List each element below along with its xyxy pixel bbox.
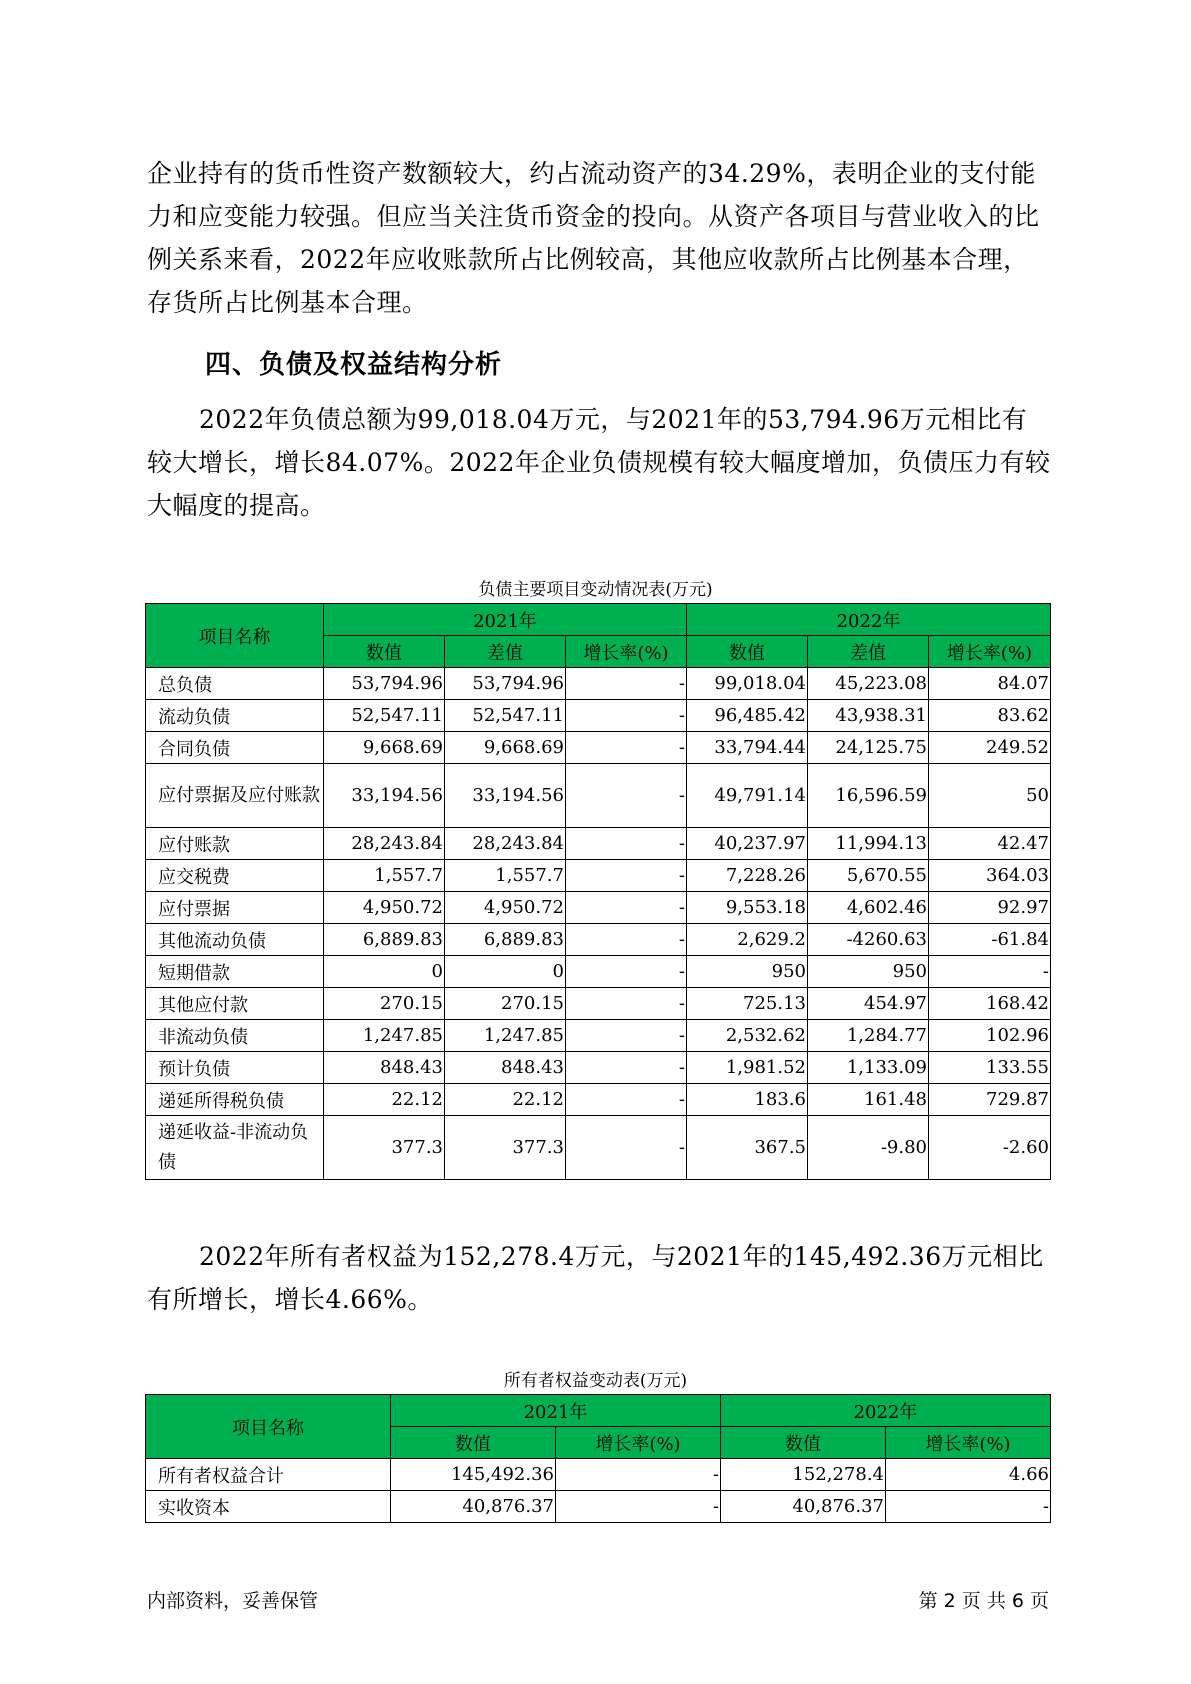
table-row xyxy=(146,700,1051,732)
row-label: 递延所得税负债 xyxy=(146,1084,324,1116)
table-cell: 50 xyxy=(929,764,1051,828)
subheader: 增长率(%) xyxy=(929,636,1051,668)
table-cell: -61.84 xyxy=(929,924,1051,956)
table-row xyxy=(146,1020,1051,1052)
table-cell: - xyxy=(556,1491,721,1523)
table-cell: 161.48 xyxy=(808,1084,929,1116)
header-year-2022: 2022年 xyxy=(721,1395,1051,1427)
header-item-name: 项目名称 xyxy=(146,1395,391,1459)
table-cell: 4,950.72 xyxy=(445,892,566,924)
row-label: 实收资本 xyxy=(146,1491,391,1523)
row-label: 总负债 xyxy=(146,668,324,700)
table-row xyxy=(146,1084,1051,1116)
row-label: 合同负债 xyxy=(146,732,324,764)
header-year-2022: 2022年 xyxy=(687,604,1051,636)
table-cell: 1,557.7 xyxy=(445,860,566,892)
table-row xyxy=(146,1116,1051,1180)
table-row xyxy=(146,1491,1051,1523)
table-cell: 168.42 xyxy=(929,988,1051,1020)
row-label: 流动负债 xyxy=(146,700,324,732)
table-cell: 22.12 xyxy=(445,1084,566,1116)
table-cell: - xyxy=(566,1052,687,1084)
table-row xyxy=(146,956,1051,988)
table-cell: 83.62 xyxy=(929,700,1051,732)
table-cell: 102.96 xyxy=(929,1020,1051,1052)
table-cell: 40,237.97 xyxy=(687,828,808,860)
subheader: 数值 xyxy=(687,636,808,668)
table-cell: 725.13 xyxy=(687,988,808,1020)
subheader: 增长率(%) xyxy=(886,1427,1051,1459)
table-cell: 6,889.83 xyxy=(445,924,566,956)
table-cell: 28,243.84 xyxy=(324,828,445,860)
table-cell: - xyxy=(566,892,687,924)
table-cell: 40,876.37 xyxy=(391,1491,556,1523)
table-row xyxy=(146,828,1051,860)
table-cell: 9,668.69 xyxy=(445,732,566,764)
table-cell: 0 xyxy=(445,956,566,988)
table-cell: 4,602.46 xyxy=(808,892,929,924)
paragraph-liability-summary: 2022年负债总额为99,018.04万元，与2021年的53,794.96万元相比有较大增长，增长84.07%。2022年企业负债规模有较大幅度增加，负债压力有较大幅度的提高。 xyxy=(147,405,1051,520)
paragraph-equity-summary: 2022年所有者权益为152,278.4万元，与2021年的145,492.36万元相比有所增长，增长4.66%。 xyxy=(147,1242,1044,1314)
table-cell: - xyxy=(566,700,687,732)
table-row xyxy=(146,860,1051,892)
table-cell: 1,133.09 xyxy=(808,1052,929,1084)
row-label: 其他应付款 xyxy=(146,988,324,1020)
table-cell: 6,889.83 xyxy=(324,924,445,956)
table-cell: - xyxy=(566,828,687,860)
table-cell: 9,668.69 xyxy=(324,732,445,764)
row-label: 非流动负债 xyxy=(146,1020,324,1052)
table-cell: 11,994.13 xyxy=(808,828,929,860)
table-row xyxy=(146,668,1051,700)
row-label: 递延收益-非流动负债 xyxy=(146,1116,324,1180)
table-row xyxy=(146,732,1051,764)
table-cell: 33,194.56 xyxy=(324,764,445,828)
header-item-name: 项目名称 xyxy=(146,604,324,668)
liability-table xyxy=(145,603,1051,1180)
table-cell: 377.3 xyxy=(445,1116,566,1180)
table-cell: - xyxy=(566,1020,687,1052)
table-cell: - xyxy=(929,956,1051,988)
table-cell: 1,981.52 xyxy=(687,1052,808,1084)
table-cell: 270.15 xyxy=(445,988,566,1020)
table-cell: - xyxy=(566,764,687,828)
table-cell: 42.47 xyxy=(929,828,1051,860)
subheader: 差值 xyxy=(445,636,566,668)
table-cell: 950 xyxy=(808,956,929,988)
table-cell: 848.43 xyxy=(445,1052,566,1084)
table-cell: - xyxy=(566,1084,687,1116)
table2-caption: 所有者权益变动表(万元) xyxy=(503,1371,688,1391)
table-cell: 28,243.84 xyxy=(445,828,566,860)
table-cell: 9,553.18 xyxy=(687,892,808,924)
row-label: 应付账款 xyxy=(146,828,324,860)
row-label: 短期借款 xyxy=(146,956,324,988)
table-cell: 0 xyxy=(324,956,445,988)
row-label: 应付票据及应付账款 xyxy=(146,764,324,828)
table-cell: 92.97 xyxy=(929,892,1051,924)
table-cell: 7,228.26 xyxy=(687,860,808,892)
table-cell: 53,794.96 xyxy=(445,668,566,700)
table-cell: 270.15 xyxy=(324,988,445,1020)
header-year-2021: 2021年 xyxy=(324,604,687,636)
table-cell: 249.52 xyxy=(929,732,1051,764)
table-cell: 45,223.08 xyxy=(808,668,929,700)
table-row xyxy=(146,1052,1051,1084)
table-cell: 52,547.11 xyxy=(324,700,445,732)
table-cell: 1,557.7 xyxy=(324,860,445,892)
table-cell: - xyxy=(556,1459,721,1491)
table-cell: 454.97 xyxy=(808,988,929,1020)
table-cell: -2.60 xyxy=(929,1116,1051,1180)
table-row xyxy=(146,1459,1051,1491)
table-cell: 364.03 xyxy=(929,860,1051,892)
table-cell: 5,670.55 xyxy=(808,860,929,892)
footer-page-number: 第 2 页 共 6 页 xyxy=(918,1590,1049,1612)
table-cell: 848.43 xyxy=(324,1052,445,1084)
row-label: 应交税费 xyxy=(146,860,324,892)
row-label: 其他流动负债 xyxy=(146,924,324,956)
table-cell: 33,794.44 xyxy=(687,732,808,764)
table1-caption: 负债主要项目变动情况表(万元) xyxy=(478,580,713,600)
table-cell: 4.66 xyxy=(886,1459,1051,1491)
table-cell: 950 xyxy=(687,956,808,988)
table-cell: 52,547.11 xyxy=(445,700,566,732)
table-cell: 96,485.42 xyxy=(687,700,808,732)
subheader: 差值 xyxy=(808,636,929,668)
table-cell: 1,247.85 xyxy=(324,1020,445,1052)
table-cell: - xyxy=(566,860,687,892)
table-cell: -9.80 xyxy=(808,1116,929,1180)
subheader: 数值 xyxy=(324,636,445,668)
table-row xyxy=(146,988,1051,1020)
row-label: 预计负债 xyxy=(146,1052,324,1084)
section-heading: 四、负债及权益结构分析 xyxy=(205,350,503,380)
table-cell: 49,791.14 xyxy=(687,764,808,828)
table-cell: 99,018.04 xyxy=(687,668,808,700)
table-cell: 1,284.77 xyxy=(808,1020,929,1052)
table-cell: - xyxy=(566,956,687,988)
table-cell: - xyxy=(566,668,687,700)
row-label: 应付票据 xyxy=(146,892,324,924)
table-cell: 43,938.31 xyxy=(808,700,929,732)
table-cell: 2,532.62 xyxy=(687,1020,808,1052)
table-cell: 4,950.72 xyxy=(324,892,445,924)
paragraph-asset-summary: 企业持有的货币性资产数额较大，约占流动资产的34.29%，表明企业的支付能力和应变能力较强。但应当关注货币资金的投向。从资产各项目与营业收入的比例关系来看，2022年应收账款所占比例较高，其他应收款所占比例基本合理，存货所占比例基本合理。 xyxy=(147,159,1040,317)
table-cell: - xyxy=(566,924,687,956)
footer-confidential: 内部资料，妥善保管 xyxy=(147,1590,319,1612)
table-cell: 367.5 xyxy=(687,1116,808,1180)
row-label: 所有者权益合计 xyxy=(146,1459,391,1491)
table-cell: 16,596.59 xyxy=(808,764,929,828)
table-row xyxy=(146,892,1051,924)
table-cell: 84.07 xyxy=(929,668,1051,700)
table-cell: - xyxy=(566,988,687,1020)
table-cell: 729.87 xyxy=(929,1084,1051,1116)
table-cell: 1,247.85 xyxy=(445,1020,566,1052)
subheader: 增长率(%) xyxy=(556,1427,721,1459)
table-cell: 53,794.96 xyxy=(324,668,445,700)
table-cell: 2,629.2 xyxy=(687,924,808,956)
table-cell: 377.3 xyxy=(324,1116,445,1180)
table-cell: 24,125.75 xyxy=(808,732,929,764)
table-cell: 22.12 xyxy=(324,1084,445,1116)
table-cell: - xyxy=(566,1116,687,1180)
subheader: 数值 xyxy=(721,1427,886,1459)
subheader: 增长率(%) xyxy=(566,636,687,668)
table-cell: 33,194.56 xyxy=(445,764,566,828)
table-cell: - xyxy=(566,732,687,764)
table-cell: 133.55 xyxy=(929,1052,1051,1084)
table-cell: 152,278.4 xyxy=(721,1459,886,1491)
equity-table xyxy=(145,1394,1051,1523)
table-cell: 183.6 xyxy=(687,1084,808,1116)
table-cell: 40,876.37 xyxy=(721,1491,886,1523)
subheader: 数值 xyxy=(391,1427,556,1459)
table-row xyxy=(146,924,1051,956)
header-year-2021: 2021年 xyxy=(391,1395,721,1427)
table-cell: 145,492.36 xyxy=(391,1459,556,1491)
table-cell: - xyxy=(886,1491,1051,1523)
table-cell: -4260.63 xyxy=(808,924,929,956)
table-row xyxy=(146,764,1051,828)
